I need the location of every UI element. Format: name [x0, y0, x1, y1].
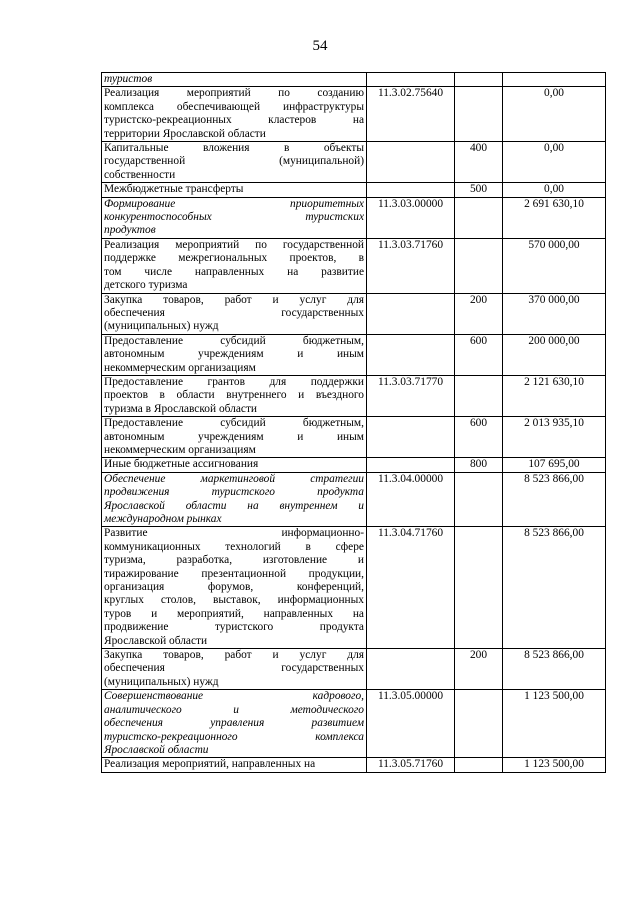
row-kind-cell: [455, 690, 503, 758]
row-amount-cell: 107 695,00: [503, 458, 606, 472]
row-name-line: Закупка товаров, работ и услуг для: [104, 649, 364, 662]
row-amount-cell: [503, 73, 606, 87]
row-name-line: тиражирование презентационной продукции,: [104, 567, 364, 580]
row-name-line: Реализация мероприятий, направленных на: [104, 758, 316, 771]
table-row: [102, 690, 606, 758]
row-name-line: туристско-рекреационных кластеров на: [104, 114, 364, 127]
row-name-line: Капитальные вложения в объекты: [104, 142, 364, 155]
row-name-line: конкурентоспособных туристских: [104, 211, 364, 224]
table-row: [102, 334, 606, 375]
row-kind-cell: [455, 375, 503, 416]
row-name-line: продвижение туристского продукта: [104, 621, 364, 634]
row-name-line: Реализация мероприятий по созданию: [104, 87, 364, 100]
row-name-cell: [102, 758, 367, 772]
row-code-cell: [367, 334, 455, 375]
row-name-line: комплекса обеспечивающей инфраструктуры: [104, 100, 364, 113]
row-code-cell: 11.3.02.75640: [367, 87, 455, 142]
table-row: [102, 197, 606, 238]
table-row: [102, 417, 606, 458]
row-name-line: Обеспечение маркетинговой стратегии: [104, 472, 364, 485]
row-code-cell: [367, 649, 455, 690]
row-amount-cell: 8 523 866,00: [503, 527, 606, 649]
table-row: [102, 472, 606, 527]
row-name-cell: [102, 472, 367, 527]
row-name-line: Реализация мероприятий по государственной: [104, 238, 364, 251]
table-row: [102, 73, 606, 87]
row-amount-cell: 2 121 630,10: [503, 375, 606, 416]
row-name-line: продвижения туристского продукта: [104, 486, 364, 499]
row-amount-cell: 570 000,00: [503, 238, 606, 293]
budget-table: [101, 72, 606, 773]
row-name-line: продуктов: [104, 224, 156, 237]
row-name-line: Ярославской области на внутреннем и: [104, 499, 364, 512]
row-name-line: Ярославской области: [104, 743, 209, 756]
row-kind-cell: [455, 472, 503, 527]
row-kind-cell: [455, 197, 503, 238]
row-name-cell: [102, 87, 367, 142]
row-name-line: собственности: [104, 168, 176, 181]
row-name-cell: [102, 527, 367, 649]
row-kind-cell: 200: [455, 293, 503, 334]
row-name-line: обеспечения управления развитием: [104, 717, 364, 730]
row-name-cell: [102, 197, 367, 238]
row-name-line: Предоставление грантов для поддержки: [104, 375, 364, 388]
row-name-line: Развитие информационно-: [104, 527, 364, 540]
row-kind-cell: [455, 73, 503, 87]
row-code-cell: 11.3.03.71770: [367, 375, 455, 416]
row-amount-cell: 370 000,00: [503, 293, 606, 334]
row-name-line: Иные бюджетные ассигнования: [104, 458, 259, 471]
row-kind-cell: [455, 238, 503, 293]
row-code-cell: 11.3.04.00000: [367, 472, 455, 527]
table-row: [102, 758, 606, 772]
row-name-line: Предоставление субсидий бюджетным,: [104, 417, 364, 430]
row-kind-cell: 200: [455, 649, 503, 690]
row-kind-cell: 400: [455, 142, 503, 183]
row-name-line: круглых столов, выставок, информационных: [104, 594, 364, 607]
row-kind-cell: 500: [455, 183, 503, 197]
row-code-cell: [367, 73, 455, 87]
row-amount-cell: 8 523 866,00: [503, 649, 606, 690]
row-code-cell: [367, 458, 455, 472]
row-name-cell: [102, 375, 367, 416]
row-amount-cell: 200 000,00: [503, 334, 606, 375]
row-amount-cell: 8 523 866,00: [503, 472, 606, 527]
row-kind-cell: 600: [455, 417, 503, 458]
row-code-cell: 11.3.03.71760: [367, 238, 455, 293]
row-name-cell: [102, 458, 367, 472]
table-row: [102, 375, 606, 416]
row-name-cell: [102, 73, 367, 87]
row-name-cell: [102, 293, 367, 334]
row-name-line: туристско-рекреационного комплекса: [104, 730, 364, 743]
row-code-cell: [367, 293, 455, 334]
row-kind-cell: [455, 527, 503, 649]
row-amount-cell: 1 123 500,00: [503, 758, 606, 772]
table-row: [102, 183, 606, 197]
budget-table-body: [102, 73, 606, 773]
row-code-cell: 11.3.03.00000: [367, 197, 455, 238]
row-name-line: туристов: [104, 73, 153, 85]
row-name-line: автономным учреждениям и иным: [104, 348, 364, 361]
row-code-cell: 11.3.05.00000: [367, 690, 455, 758]
row-name-line: Закупка товаров, работ и услуг для: [104, 293, 364, 306]
row-name-line: Ярославской области: [104, 634, 208, 647]
table-row: [102, 87, 606, 142]
row-name-cell: [102, 649, 367, 690]
table-row: [102, 238, 606, 293]
row-name-line: коммуникационных технологий в сфере: [104, 540, 364, 553]
row-amount-cell: 0,00: [503, 142, 606, 183]
row-name-line: обеспечения государственных: [104, 306, 364, 319]
row-name-line: том числе направленных на развитие: [104, 265, 364, 278]
row-name-line: автономным учреждениям и иным: [104, 430, 364, 443]
row-amount-cell: 2 013 935,10: [503, 417, 606, 458]
row-name-line: международном рынках: [104, 513, 222, 525]
row-name-line: Предоставление субсидий бюджетным,: [104, 334, 364, 347]
row-name-cell: [102, 417, 367, 458]
table-row: [102, 527, 606, 649]
row-kind-cell: 800: [455, 458, 503, 472]
row-code-cell: 11.3.04.71760: [367, 527, 455, 649]
row-name-line: некоммерческим организациям: [104, 443, 256, 456]
row-code-cell: 11.3.05.71760: [367, 758, 455, 772]
table-row: [102, 142, 606, 183]
row-kind-cell: [455, 87, 503, 142]
row-name-cell: [102, 238, 367, 293]
table-row: [102, 649, 606, 690]
row-name-line: (муниципальных) нужд: [104, 675, 219, 688]
row-name-line: Межбюджетные трансферты: [104, 183, 244, 196]
row-name-line: (муниципальных) нужд: [104, 320, 219, 333]
row-amount-cell: 1 123 500,00: [503, 690, 606, 758]
table-row: [102, 293, 606, 334]
row-name-line: аналитического и методического: [104, 703, 364, 716]
row-amount-cell: 0,00: [503, 87, 606, 142]
row-name-line: туров и мероприятий, направленных на: [104, 607, 364, 620]
row-name-cell: [102, 334, 367, 375]
row-name-line: государственной (муниципальной): [104, 155, 364, 168]
row-name-line: организация форумов, конференций,: [104, 581, 364, 594]
row-name-line: Совершенствование кадрового,: [104, 690, 364, 703]
row-name-line: территории Ярославской области: [104, 127, 266, 140]
table-row: [102, 458, 606, 472]
row-name-cell: [102, 690, 367, 758]
row-kind-cell: [455, 758, 503, 772]
row-name-line: обеспечения государственных: [104, 662, 364, 675]
page-number: 54: [312, 38, 328, 54]
row-code-cell: [367, 142, 455, 183]
row-name-line: Формирование приоритетных: [104, 197, 364, 210]
row-amount-cell: 2 691 630,10: [503, 197, 606, 238]
row-name-line: туризма в Ярославской области: [104, 402, 258, 415]
row-name-cell: [102, 142, 367, 183]
row-code-cell: [367, 183, 455, 197]
row-name-line: туризма, разработка, изготовление и: [104, 554, 364, 567]
row-amount-cell: 0,00: [503, 183, 606, 197]
row-name-line: поддержке межрегиональных проектов, в: [104, 252, 364, 265]
row-name-line: некоммерческим организациям: [104, 361, 256, 374]
row-name-cell: [102, 183, 367, 197]
row-name-line: детского туризма: [104, 279, 188, 292]
row-name-line: проектов в области внутреннего и въездного: [104, 389, 364, 402]
row-code-cell: [367, 417, 455, 458]
row-kind-cell: 600: [455, 334, 503, 375]
